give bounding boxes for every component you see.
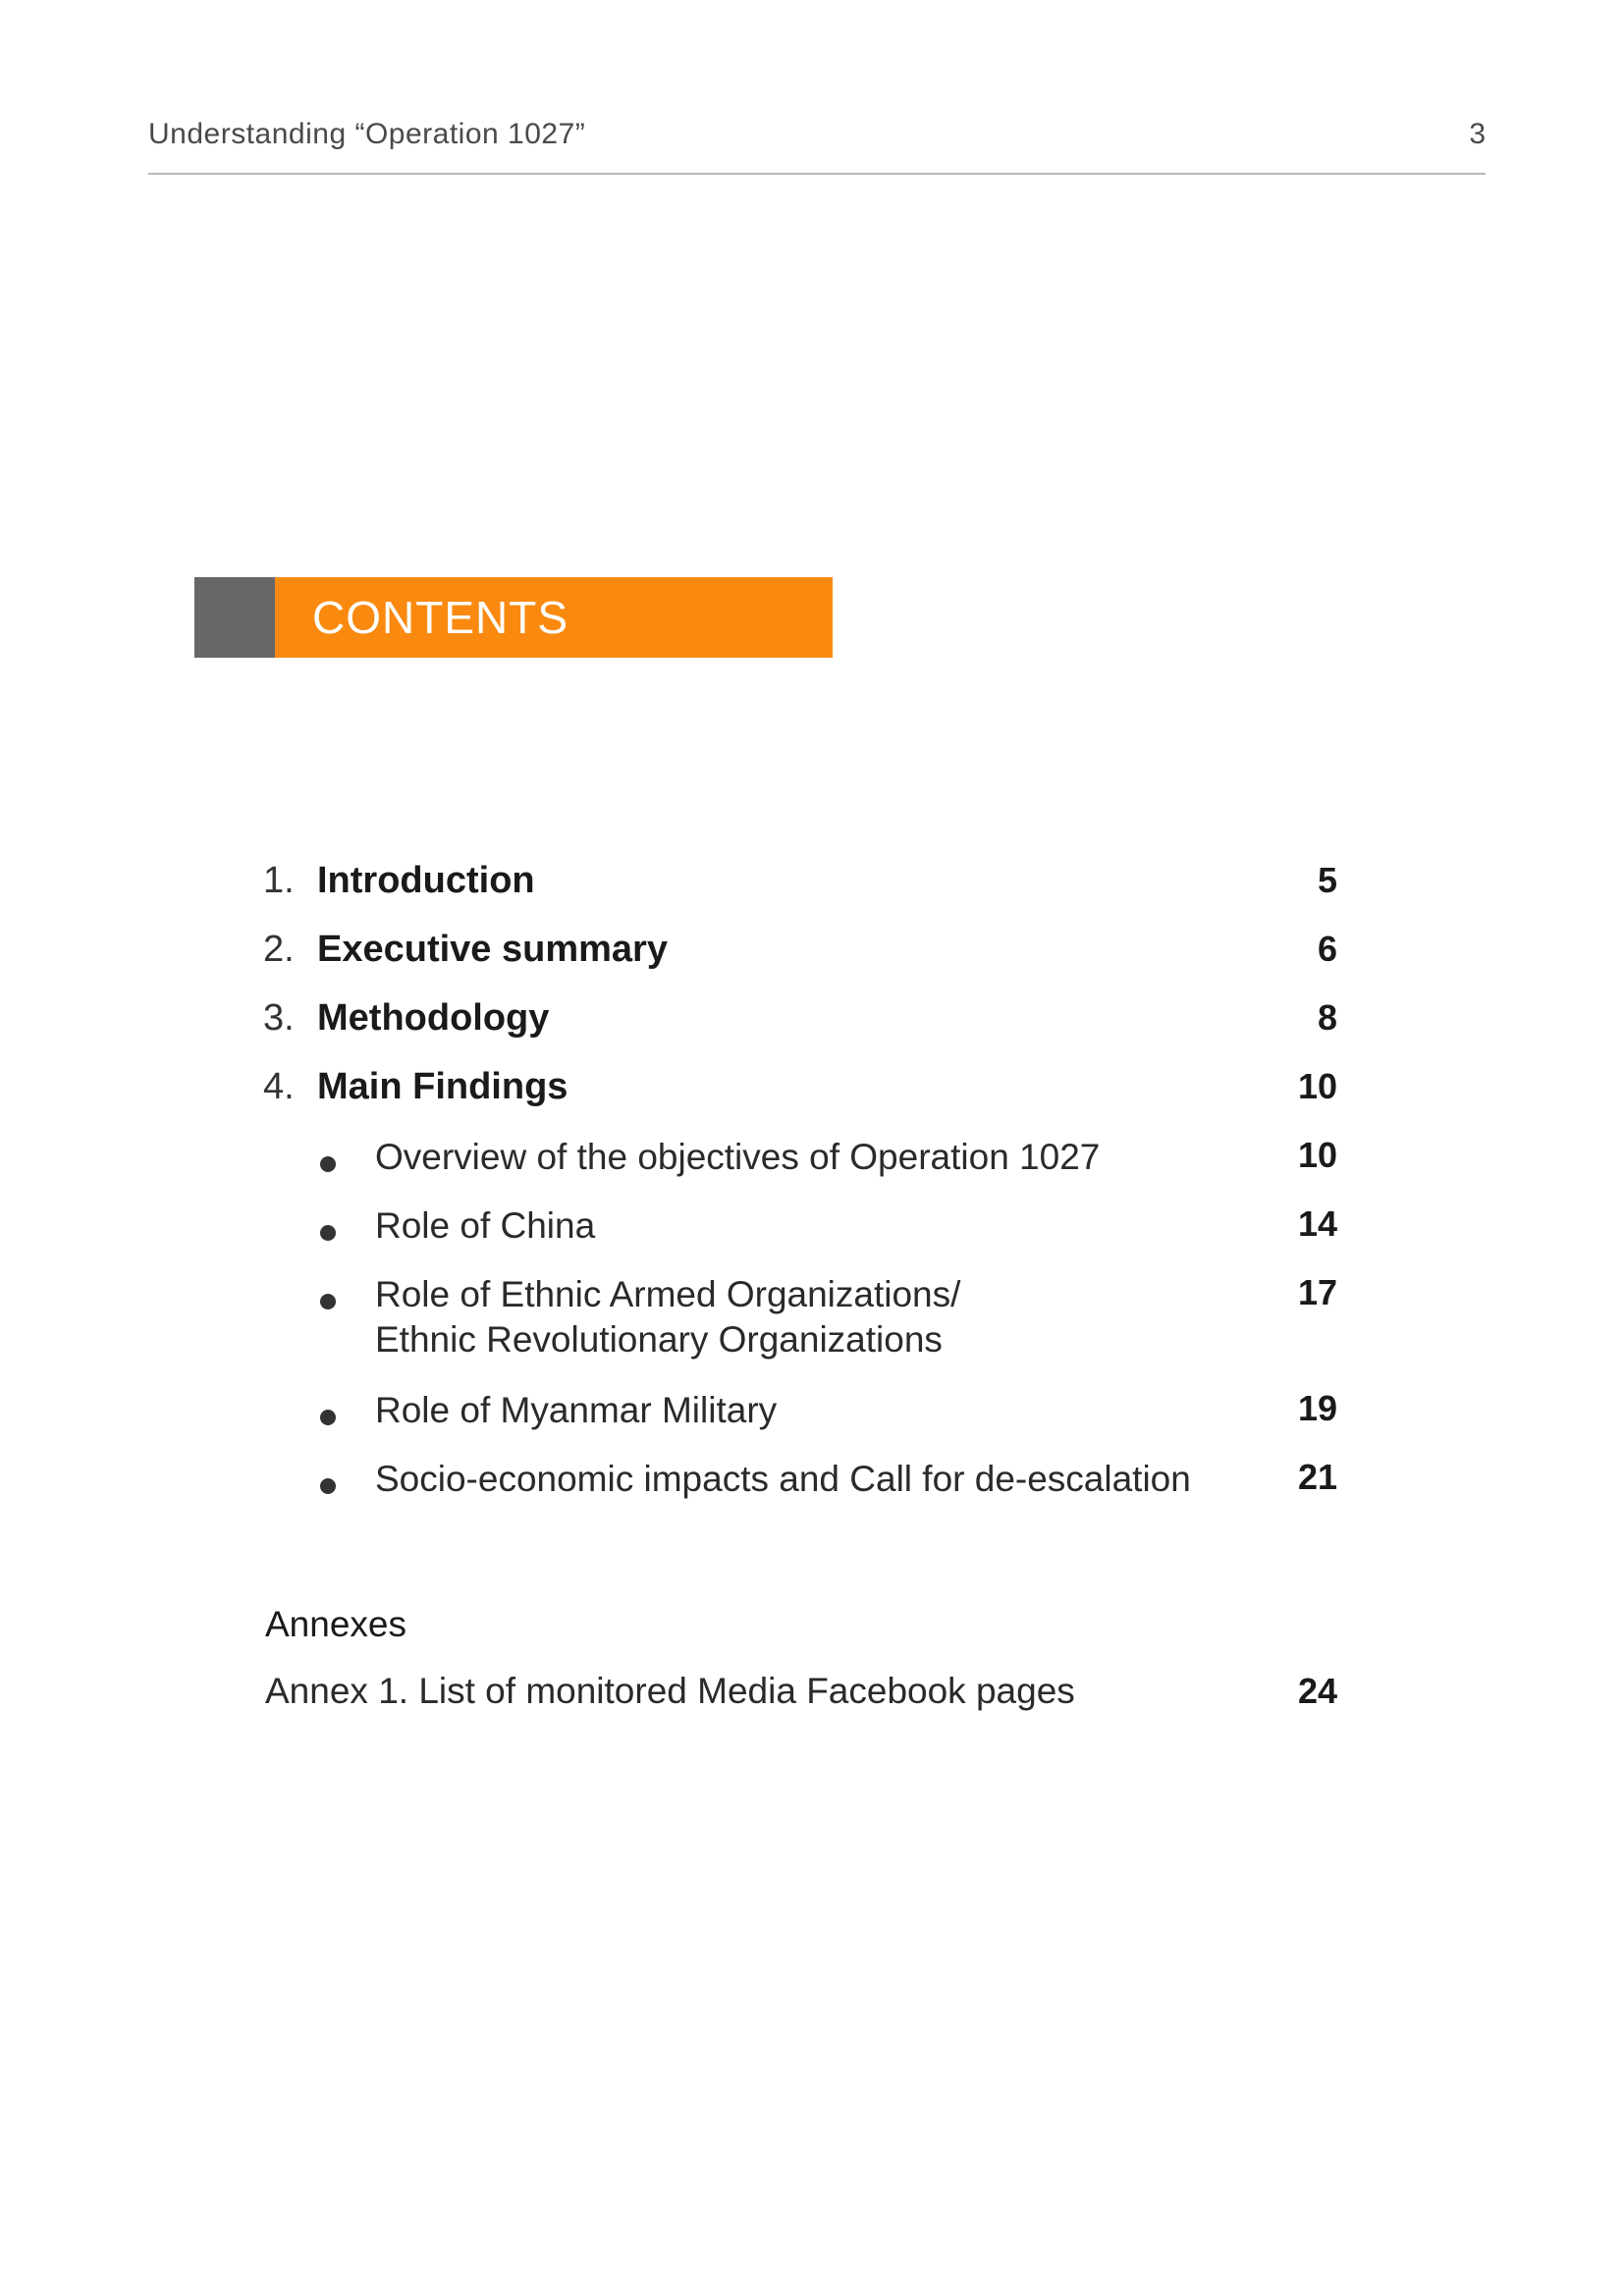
toc-subentry-role-of-eao[interactable] [263, 1272, 1337, 1388]
toc-entry-page: 8 [1317, 997, 1337, 1038]
toc-entry-executive-summary[interactable] [263, 929, 1337, 997]
bullet-icon [320, 1410, 336, 1425]
bullet-icon [320, 1225, 336, 1241]
bullet-icon [320, 1478, 336, 1494]
toc-subentry-page: 10 [1297, 1135, 1337, 1175]
toc-subentry-page: 17 [1297, 1272, 1337, 1312]
annexes-heading: Annexes [265, 1604, 406, 1644]
toc-entry-number: 4. [263, 1066, 295, 1107]
table-of-contents [263, 860, 1337, 1525]
toc-subentry-page: 19 [1297, 1388, 1337, 1428]
toc-subentry-socio-economic[interactable] [263, 1457, 1337, 1525]
toc-subentry-role-of-military[interactable] [263, 1388, 1337, 1457]
toc-entry-main-findings[interactable] [263, 1066, 1337, 1135]
banner-grey-block [194, 577, 275, 658]
toc-entry-number: 2. [263, 929, 295, 970]
page-number: 3 [1469, 118, 1486, 150]
toc-entry-page: 10 [1297, 1066, 1337, 1106]
toc-subentry-label: Role of China [375, 1205, 596, 1246]
toc-entry-methodology[interactable] [263, 997, 1337, 1066]
toc-subentry-label: Role of Myanmar Military [375, 1390, 778, 1430]
contents-banner [194, 577, 833, 658]
toc-entry-introduction[interactable] [263, 860, 1337, 929]
toc-subentry-label: Socio-economic impacts and Call for de-escalation [375, 1459, 1191, 1499]
toc-annex-label: Annex 1. List of monitored Media Facebook pages [265, 1671, 1075, 1711]
bullet-icon [320, 1294, 336, 1309]
toc-subentry-label-line1: Role of Ethnic Armed Organizations/ [375, 1274, 961, 1314]
toc-annex-page: 24 [1297, 1671, 1337, 1711]
toc-entry-label: Main Findings [317, 1066, 568, 1107]
toc-annex-1[interactable] [265, 1671, 1337, 1720]
toc-entry-label: Methodology [317, 997, 550, 1039]
toc-subentry-page: 14 [1297, 1203, 1337, 1244]
toc-subentry-label [375, 1272, 1219, 1362]
bullet-icon [320, 1156, 336, 1172]
toc-subentry-role-of-china[interactable] [263, 1203, 1337, 1272]
toc-entry-page: 5 [1317, 860, 1337, 900]
toc-subentry-label-line2: Ethnic Revolutionary Organizations [375, 1319, 943, 1360]
toc-entry-label: Executive summary [317, 929, 668, 970]
toc-entry-page: 6 [1317, 929, 1337, 969]
toc-entry-number: 3. [263, 997, 295, 1039]
toc-subentry-overview[interactable] [263, 1135, 1337, 1203]
contents-heading: CONTENTS [312, 592, 568, 643]
banner-orange-block [275, 577, 833, 658]
toc-subentry-label: Overview of the objectives of Operation 1027 [375, 1137, 1101, 1177]
running-header-title: Understanding “Operation 1027” [148, 118, 586, 150]
toc-entry-label: Introduction [317, 860, 535, 901]
toc-subentry-page: 21 [1297, 1457, 1337, 1497]
running-header [148, 110, 1486, 175]
toc-entry-number: 1. [263, 860, 295, 901]
